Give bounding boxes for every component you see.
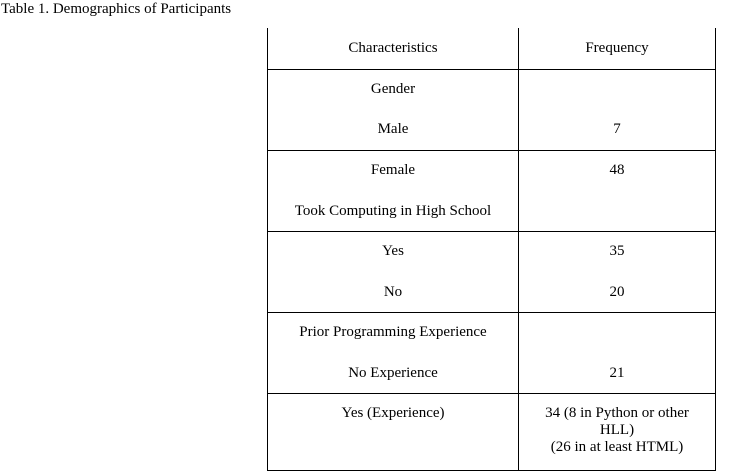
row-value-male: 7: [613, 121, 621, 137]
table-border-right: [715, 28, 716, 471]
group-label-prior-experience: Prior Programming Experience: [299, 324, 487, 340]
row-value-no-experience: 21: [609, 365, 625, 381]
table-caption: Table 1. Demographics of Participants: [1, 1, 232, 17]
header-divider: [267, 69, 716, 70]
row-value-yes-experience-line1: 34 (8 in Python or other: [545, 405, 689, 421]
row-label-female: Female: [370, 162, 416, 178]
group-label-high-school: Took Computing in High School: [294, 203, 492, 219]
row-label-no-experience: No Experience: [348, 365, 438, 381]
row-value-yes-experience-line3: (26 in at least HTML): [550, 439, 684, 455]
group-label-gender: Gender: [370, 81, 416, 97]
row-value-yes-experience-line2: HLL): [599, 422, 635, 438]
row-label-yes-experience: Yes (Experience): [341, 405, 445, 421]
row-label-yes: Yes: [382, 243, 404, 259]
row-divider: [267, 231, 716, 232]
row-value-female: 48: [609, 162, 625, 178]
row-label-no: No: [383, 284, 403, 300]
row-value-yes: 35: [609, 243, 625, 259]
header-characteristics: Characteristics: [348, 40, 438, 56]
row-label-male: Male: [377, 121, 409, 137]
row-divider: [267, 150, 716, 151]
table-border-bottom: [267, 470, 716, 471]
row-divider: [267, 393, 716, 394]
row-divider: [267, 312, 716, 313]
header-frequency: Frequency: [585, 40, 649, 56]
row-value-no: 20: [609, 284, 625, 300]
